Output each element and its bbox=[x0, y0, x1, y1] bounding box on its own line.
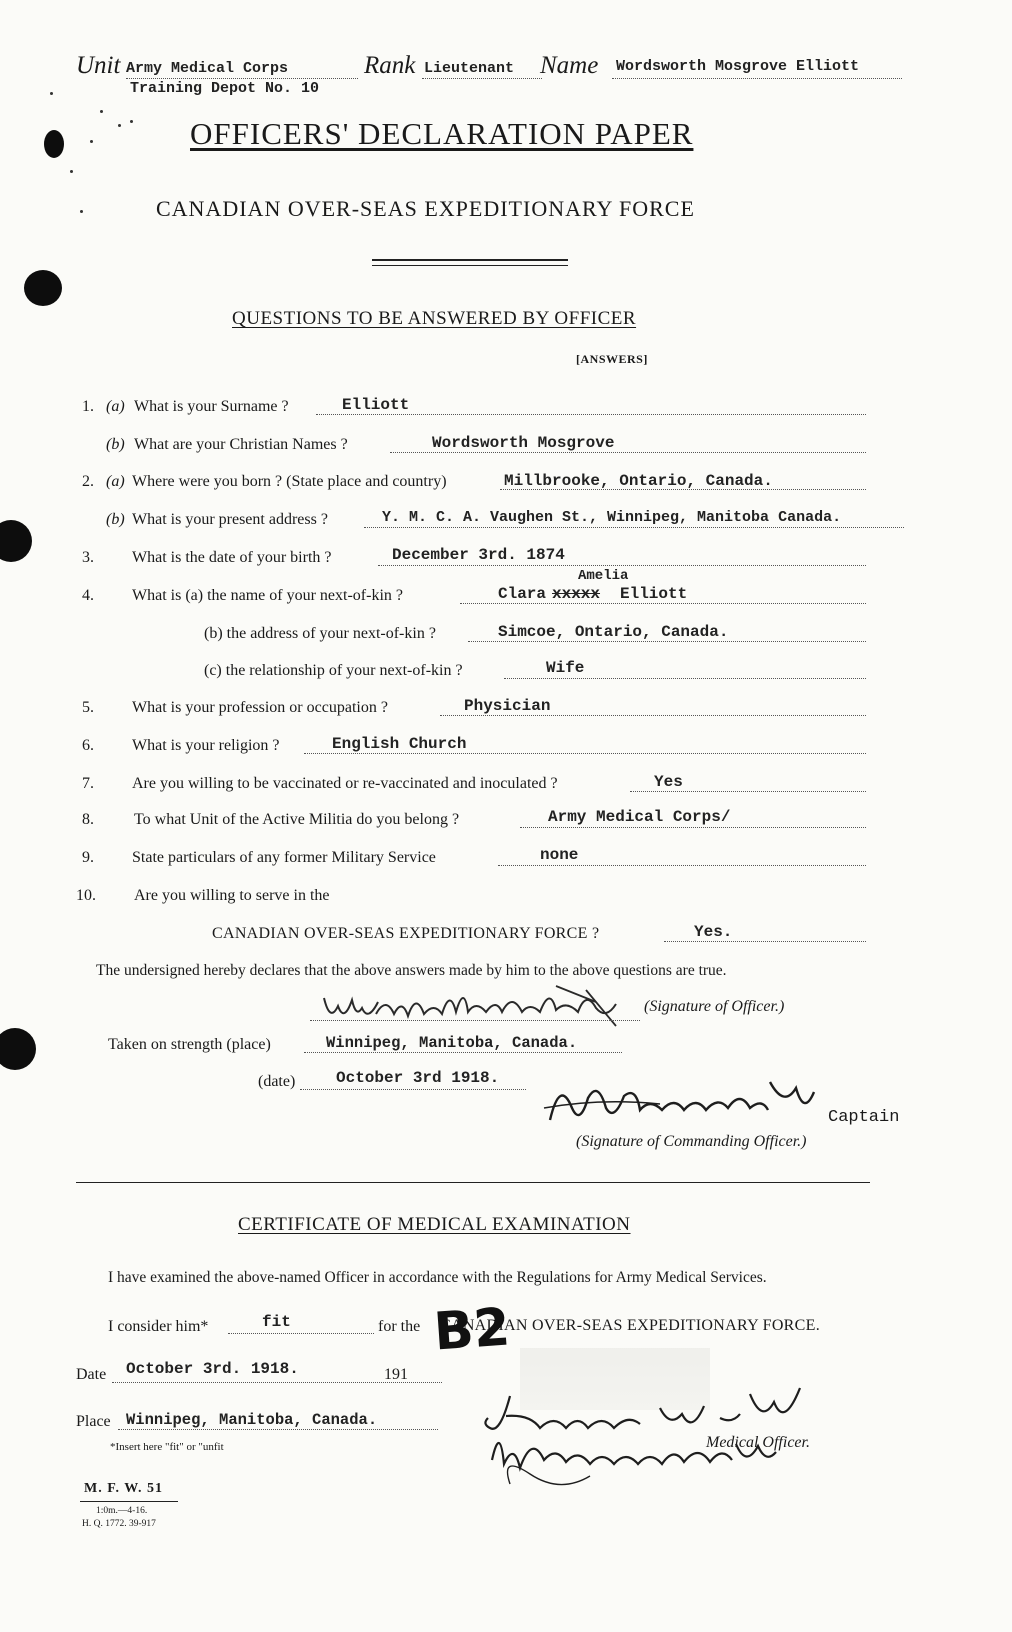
date-label: (date) bbox=[258, 1073, 296, 1090]
question-text: What is (a) the name of your next-of-kin ? bbox=[132, 587, 404, 604]
medical-for-the: for the bbox=[378, 1318, 421, 1335]
question-number: 9. bbox=[82, 849, 94, 866]
taken-on-strength-label: Taken on strength (place) bbox=[108, 1036, 271, 1053]
declaration-text: The undersigned hereby declares that the above answers made by him to the above questions are true. bbox=[96, 962, 727, 979]
question-text: What is your Surname ? bbox=[134, 398, 289, 415]
signature-officer-label: (Signature of Officer.) bbox=[644, 998, 785, 1015]
punch-hole bbox=[44, 130, 64, 158]
question-number: 6. bbox=[82, 737, 94, 754]
answer-vaccinated: Yes bbox=[654, 773, 683, 791]
question-number: 8. bbox=[82, 811, 94, 828]
form-code: M. F. W. 51 bbox=[84, 1481, 163, 1496]
officer-signature bbox=[316, 978, 636, 1038]
question-sub: (a) bbox=[106, 398, 125, 415]
answer-religion: English Church bbox=[332, 735, 467, 753]
question-text: (c) the relationship of your next-of-kin ? bbox=[204, 662, 463, 679]
medical-place-value: Winnipeg, Manitoba, Canada. bbox=[126, 1411, 378, 1429]
medical-date-value: October 3rd. 1918. bbox=[126, 1360, 299, 1378]
form-print-line2: H. Q. 1772. 39-917 bbox=[82, 1519, 156, 1529]
answer-relationship: Wife bbox=[546, 659, 585, 677]
medical-fit-value: fit bbox=[262, 1313, 291, 1331]
answer-militia-unit: Army Medical Corps/ bbox=[548, 808, 731, 826]
question-number: 1. bbox=[82, 398, 94, 415]
answer-next-of-kin: Clara bbox=[498, 585, 547, 603]
form-print-line1: 1:0m.—4-16. bbox=[96, 1506, 148, 1516]
question-text: Are you willing to serve in the bbox=[134, 887, 330, 904]
answer-birth-date: December 3rd. 1874 bbox=[392, 546, 565, 564]
question-text-q10-line2: CANADIAN OVER-SEAS EXPEDITIONARY FORCE ? bbox=[212, 925, 600, 942]
page-subtitle: CANADIAN OVER-SEAS EXPEDITIONARY FORCE bbox=[156, 196, 695, 221]
answer-christian-names: Wordsworth Mosgrove bbox=[432, 434, 615, 452]
question-text: What is your present address ? bbox=[132, 511, 328, 528]
medical-heading: CERTIFICATE OF MEDICAL EXAMINATION bbox=[238, 1214, 631, 1235]
answer-surname: Elliott bbox=[342, 396, 410, 414]
question-number: 10. bbox=[76, 887, 96, 904]
rank-value: Lieutenant bbox=[424, 60, 515, 77]
answer-willing-to-serve: Yes. bbox=[694, 923, 733, 941]
rank-label: Rank bbox=[364, 52, 416, 79]
name-label: Name bbox=[540, 52, 599, 79]
medical-officer-label: Medical Officer. bbox=[706, 1434, 810, 1451]
commanding-officer-signature bbox=[540, 1068, 830, 1132]
question-sub: (b) bbox=[106, 511, 125, 528]
answer-next-of-kin-address: Simcoe, Ontario, Canada. bbox=[498, 623, 729, 641]
captain-label: Captain bbox=[828, 1108, 900, 1127]
medical-consider-label: I consider him* bbox=[108, 1318, 209, 1335]
taken-on-strength-value: Winnipeg, Manitoba, Canada. bbox=[326, 1034, 578, 1052]
punch-hole bbox=[24, 270, 62, 306]
unit-value-line2: Training Depot No. 10 bbox=[130, 80, 320, 97]
punch-hole bbox=[0, 1028, 36, 1070]
medical-date-label: Date bbox=[76, 1366, 107, 1383]
question-text: What is your religion ? bbox=[132, 737, 280, 754]
question-text: State particulars of any former Military Service bbox=[132, 849, 436, 866]
answer-address: Y. M. C. A. Vaughen St., Winnipeg, Manitoba Canada. bbox=[382, 509, 842, 526]
question-text: What are your Christian Names ? bbox=[134, 436, 348, 453]
answer-occupation: Physician bbox=[464, 697, 551, 715]
medical-footnote: *Insert here "fit" or "unfit bbox=[110, 1441, 224, 1453]
punch-hole bbox=[0, 520, 32, 562]
answer-next-of-kin-end: Elliott bbox=[620, 585, 688, 603]
answers-label: [ANSWERS] bbox=[576, 352, 648, 366]
signature-co-label: (Signature of Commanding Officer.) bbox=[576, 1133, 807, 1150]
answer-next-of-kin-struck: xxxxx bbox=[552, 585, 601, 603]
answer-birthplace: Millbrooke, Ontario, Canada. bbox=[504, 472, 773, 490]
question-sub: (b) bbox=[106, 436, 125, 453]
questions-heading: QUESTIONS TO BE ANSWERED BY OFFICER bbox=[232, 308, 637, 329]
question-text: (b) the address of your next-of-kin ? bbox=[204, 625, 436, 642]
question-text: What is your profession or occupation ? bbox=[132, 699, 388, 716]
question-number: 4. bbox=[82, 587, 94, 604]
question-text: Are you willing to be vaccinated or re-vaccinated and inoculated ? bbox=[132, 775, 558, 792]
medical-category-mark: B2 bbox=[431, 1297, 512, 1363]
medical-place-label: Place bbox=[76, 1413, 111, 1430]
question-number: 2. bbox=[82, 473, 94, 490]
unit-value: Army Medical Corps bbox=[126, 60, 289, 77]
question-number: 5. bbox=[82, 699, 94, 716]
page-title: OFFICERS' DECLARATION PAPER bbox=[190, 116, 694, 151]
question-sub: (a) bbox=[106, 473, 125, 490]
question-text: To what Unit of the Active Militia do you belong ? bbox=[134, 811, 460, 828]
question-text: What is the date of your birth ? bbox=[132, 549, 332, 566]
question-text: Where were you born ? (State place and country) bbox=[132, 473, 447, 490]
unit-label: Unit bbox=[76, 52, 121, 79]
date-value: October 3rd 1918. bbox=[336, 1069, 500, 1087]
answer-next-of-kin-insert: Amelia bbox=[578, 568, 629, 584]
medical-force: CANADIAN OVER-SEAS EXPEDITIONARY FORCE. bbox=[440, 1317, 821, 1334]
answer-former-service: none bbox=[540, 846, 579, 864]
question-number: 7. bbox=[82, 775, 94, 792]
medical-statement: I have examined the above-named Officer in accordance with the Regulations for Army Medical Services. bbox=[108, 1269, 767, 1286]
name-value: Wordsworth Mosgrove Elliott bbox=[616, 58, 860, 75]
question-number: 3. bbox=[82, 549, 94, 566]
medical-year-prefix: 191 bbox=[384, 1366, 408, 1383]
